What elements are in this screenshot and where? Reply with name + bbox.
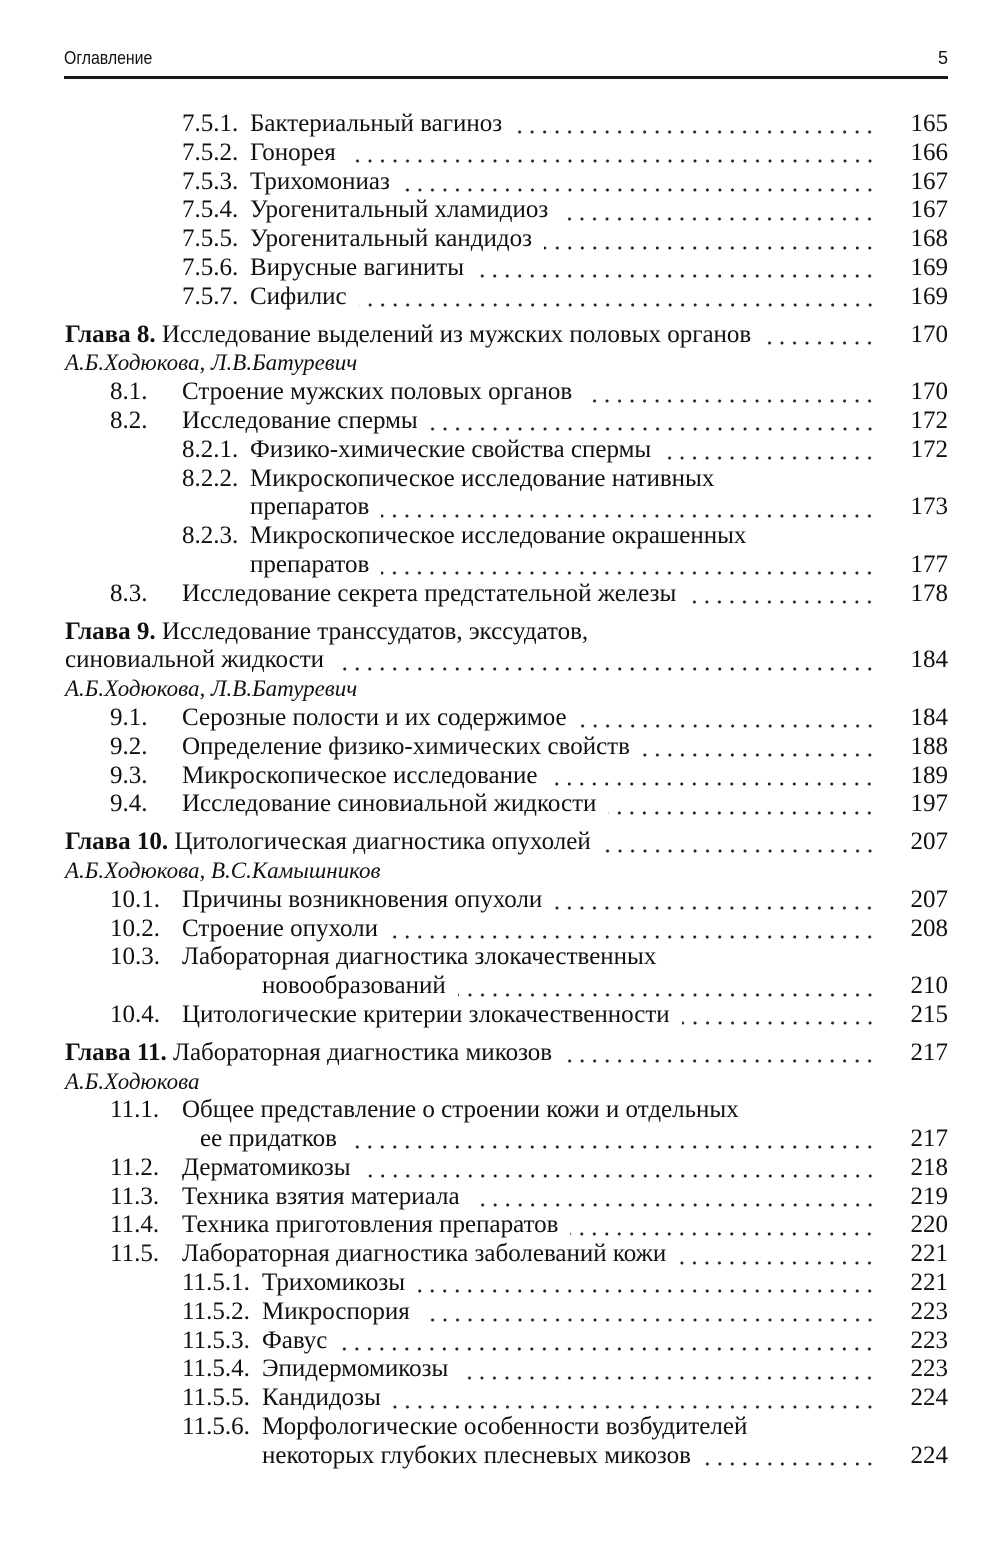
running-header [64, 44, 948, 79]
chapter-authors[interactable] [0, 857, 1000, 886]
page-ref: 207 [910, 885, 948, 913]
entry-text: Гонорея [250, 138, 336, 166]
toc-entry[interactable] [0, 1154, 1000, 1183]
entry-text: Цитологические критерии злокачественности [182, 1000, 670, 1028]
entry-title [182, 733, 630, 762]
toc-entry[interactable] [0, 1327, 1000, 1356]
page-ref: 224 [910, 1441, 948, 1469]
entry-text: Вирусные вагиниты [250, 253, 465, 281]
section-number: 8.3. [110, 579, 148, 607]
entry-title [65, 349, 357, 378]
entry-text: Физико-химические свойства спермы [250, 435, 652, 463]
page-ref: 169 [910, 282, 948, 310]
dot-leader [422, 1317, 876, 1323]
entry-title [262, 972, 446, 1001]
toc-entry[interactable] [0, 1096, 1000, 1125]
page-ref: 184 [910, 703, 948, 731]
toc-entry[interactable] [0, 1001, 1000, 1030]
entry-title [65, 857, 381, 886]
entry-title [65, 618, 588, 647]
entry-text: новообразований [262, 972, 446, 1000]
toc-entry[interactable] [0, 225, 1000, 254]
entry-text: синовиальной жидкости [65, 646, 325, 674]
toc-entry[interactable] [0, 378, 1000, 407]
entry-text: Дерматомикозы [182, 1153, 351, 1181]
section-number: 7.5.6. [182, 253, 239, 281]
page-ref: 168 [910, 225, 948, 253]
entry-text: Лабораторная диагностика микозов [172, 1038, 553, 1066]
entry-text: Лабораторная диагностика заболеваний кожи [182, 1240, 667, 1268]
entry-text: Микроскопическое исследование нативных [250, 464, 715, 492]
dot-leader [336, 666, 876, 672]
toc-entry[interactable] [0, 1442, 1000, 1471]
toc-entry[interactable] [0, 1125, 1000, 1154]
section-number: 11.5.4. [182, 1355, 250, 1383]
page-ref: 172 [910, 435, 948, 463]
dot-leader [476, 273, 876, 279]
section-number: 8.2. [110, 406, 148, 434]
dot-leader [549, 781, 876, 787]
entry-title [250, 168, 390, 197]
chapter-authors[interactable] [0, 675, 1000, 704]
page-ref: 166 [910, 138, 948, 166]
section-number: 11.5.3. [182, 1326, 250, 1354]
section-number: 8.2.2. [182, 464, 239, 492]
toc-entry[interactable] [0, 1413, 1000, 1442]
entry-text: Цитологическая диагностика опухолей [174, 828, 591, 856]
entry-title [182, 1211, 558, 1240]
page-ref: 215 [910, 1000, 948, 1028]
dot-leader [544, 245, 876, 251]
entry-text: Фавус [262, 1326, 328, 1354]
dot-leader [349, 1144, 876, 1150]
page-ref: 197 [910, 790, 948, 818]
page-ref: 177 [910, 550, 948, 578]
entry-text: Микроспория [262, 1297, 410, 1325]
page-ref: 189 [910, 761, 948, 789]
dot-leader [703, 1461, 876, 1467]
entry-text: Серозные полости и их содержимое [182, 703, 567, 731]
page-ref: 172 [910, 406, 948, 434]
page-ref: 219 [910, 1182, 948, 1210]
entry-text: Бактериальный вагиноз [250, 110, 503, 137]
toc-entry[interactable] [0, 943, 1000, 972]
entry-title [250, 196, 548, 225]
toc-entry[interactable] [0, 436, 1000, 465]
entry-title [182, 378, 572, 407]
section-number: 7.5.2. [182, 138, 239, 166]
table-of-contents [0, 110, 1000, 1471]
entry-title [182, 407, 418, 436]
entry-text: А.Б.Ходюкова [65, 1068, 200, 1094]
entry-title [250, 110, 502, 139]
entry-title [200, 1125, 337, 1154]
dot-leader [663, 455, 876, 461]
page-ref: 167 [910, 167, 948, 195]
entry-title [182, 1240, 666, 1269]
entry-title [250, 465, 714, 494]
entry-title [250, 225, 532, 254]
entry-text: Исследование синовиальной жидкости [182, 790, 597, 818]
dot-leader [579, 723, 876, 729]
toc-entry[interactable] [0, 580, 1000, 609]
toc-entry[interactable] [0, 1298, 1000, 1327]
page-ref: 207 [910, 828, 948, 856]
entry-title [262, 1269, 405, 1298]
dot-leader [348, 158, 876, 164]
toc-entry[interactable] [0, 110, 1000, 139]
entry-title [250, 254, 464, 283]
dot-leader [763, 340, 876, 346]
entry-title [182, 915, 378, 944]
dot-leader [417, 1288, 876, 1294]
entry-text: некоторых глубоких плесневых микозов [262, 1441, 691, 1469]
chapter-heading[interactable] [0, 1039, 1000, 1068]
entry-title [182, 886, 542, 915]
entry-text: препаратов [250, 550, 370, 578]
toc-entry[interactable] [0, 493, 1000, 522]
entry-title [182, 943, 656, 972]
section-number: 11.5.6. [182, 1413, 250, 1441]
entry-title [262, 1384, 381, 1413]
section-number: 8.1. [110, 378, 148, 406]
page-ref: 223 [910, 1326, 948, 1354]
toc-entry[interactable] [0, 522, 1000, 551]
chapter-authors[interactable] [0, 349, 1000, 378]
chapter-heading[interactable] [0, 828, 1000, 857]
section-number: 7.5.3. [182, 167, 239, 195]
page-ref: 217 [910, 1125, 948, 1153]
toc-entry[interactable] [0, 407, 1000, 436]
section-number: 10.1. [110, 885, 160, 913]
dot-leader [430, 426, 876, 432]
entry-text: Техника приготовления препаратов [182, 1211, 559, 1239]
chapter-label: Глава 10. [65, 828, 169, 856]
entry-text: Эпидермомикозы [262, 1355, 449, 1383]
dot-leader [642, 752, 876, 758]
toc-entry[interactable] [0, 704, 1000, 733]
dot-leader [688, 599, 876, 605]
page-ref: 165 [910, 110, 948, 137]
entry-text: ее придатков [200, 1125, 337, 1153]
toc-entry[interactable] [0, 762, 1000, 791]
toc-entry[interactable] [0, 1355, 1000, 1384]
section-number: 8.2.3. [182, 522, 239, 550]
dot-leader [560, 216, 876, 222]
chapter-heading[interactable] [0, 618, 1000, 647]
dot-leader [554, 905, 876, 911]
section-number: 11.5.5. [182, 1384, 250, 1412]
section-number: 9.2. [110, 732, 148, 760]
page-number: 5 [937, 48, 948, 68]
toc-entry[interactable] [0, 1240, 1000, 1269]
section-number: 11.2. [110, 1153, 160, 1181]
toc-entry[interactable] [0, 733, 1000, 762]
dot-leader [603, 848, 876, 854]
section-number: 11.5.2. [182, 1297, 250, 1325]
entry-text: Причины возникновения опухоли [182, 885, 543, 913]
toc-entry[interactable] [0, 646, 1000, 675]
section-number: 8.2.1. [182, 435, 239, 463]
toc-entry[interactable] [0, 196, 1000, 225]
toc-entry[interactable] [0, 168, 1000, 197]
dot-leader [381, 570, 876, 576]
dot-leader [584, 398, 876, 404]
section-number: 7.5.5. [182, 225, 239, 253]
dot-leader [570, 1231, 876, 1237]
entry-text: Сифилис [250, 282, 347, 310]
entry-text: Лабораторная диагностика злокачественных [182, 943, 657, 971]
section-number: 11.5. [110, 1240, 160, 1268]
entry-text: Общее представление о строении кожи и отдельных [182, 1096, 739, 1124]
entry-text: Исследование спермы [182, 406, 418, 434]
entry-title [250, 522, 746, 551]
section-number: 9.3. [110, 761, 148, 789]
page-ref: 218 [910, 1153, 948, 1181]
toc-entry[interactable] [0, 1211, 1000, 1240]
toc-entry[interactable] [0, 465, 1000, 494]
page-ref: 184 [910, 646, 948, 674]
entry-text: Исследование выделений из мужских половых органов [161, 320, 752, 348]
page-ref: 221 [910, 1269, 948, 1297]
entry-title [182, 580, 676, 609]
section-number: 11.3. [110, 1182, 160, 1210]
section-number: 9.1. [110, 703, 148, 731]
entry-text: Урогенитальный кандидоз [250, 225, 532, 253]
dot-leader [393, 1404, 876, 1410]
entry-title [182, 762, 537, 791]
section-number: 11.4. [110, 1211, 160, 1239]
entry-title [65, 1068, 199, 1097]
entry-title [262, 1327, 327, 1356]
entry-title [182, 1001, 670, 1030]
entry-title [65, 828, 591, 857]
entry-text: Кандидозы [262, 1384, 381, 1412]
entry-title [262, 1355, 448, 1384]
dot-leader [564, 1058, 876, 1064]
dot-leader [458, 992, 876, 998]
toc-entry[interactable] [0, 139, 1000, 168]
dot-leader [390, 934, 876, 940]
dot-leader [359, 302, 876, 308]
entry-text: Микроскопическое исследование окрашенных [250, 522, 747, 550]
entry-text: Трихомониаз [250, 167, 390, 195]
entry-title [250, 493, 369, 522]
section-number: 10.4. [110, 1000, 160, 1028]
entry-title [65, 646, 324, 675]
page-ref: 223 [910, 1297, 948, 1325]
entry-title [250, 551, 369, 580]
dot-leader [472, 1202, 876, 1208]
entry-text: А.Б.Ходюкова, В.С.Камышников [65, 857, 381, 883]
running-header-title: Оглавление [64, 48, 153, 68]
toc-entry[interactable] [0, 972, 1000, 1001]
entry-title [182, 1183, 460, 1212]
entry-text: А.Б.Ходюкова, Л.В.Батуревич [65, 350, 358, 376]
entry-title [182, 1154, 351, 1183]
chapter-label: Глава 9. [65, 617, 156, 645]
section-number: 7.5.4. [182, 196, 239, 224]
section-number: 7.5.1. [182, 110, 239, 137]
page-ref: 167 [910, 196, 948, 224]
entry-text: Определение физико-химических свойств [182, 732, 630, 760]
page-ref: 169 [910, 253, 948, 281]
chapter-authors[interactable] [0, 1068, 1000, 1097]
entry-title [262, 1298, 410, 1327]
toc-entry[interactable] [0, 551, 1000, 580]
dot-leader [402, 187, 876, 193]
entry-title [65, 321, 751, 350]
entry-title [250, 139, 336, 168]
toc-entry[interactable] [0, 283, 1000, 312]
entry-text: Морфологические особенности возбудителей [262, 1413, 748, 1441]
entry-text: Исследование секрета предстательной железы [182, 579, 677, 607]
section-number: 10.2. [110, 914, 160, 942]
entry-text: Урогенитальный хламидиоз [250, 196, 549, 224]
chapter-label: Глава 11. [65, 1038, 167, 1066]
section-number: 11.1. [110, 1096, 160, 1124]
dot-leader [460, 1375, 876, 1381]
page-ref: 224 [910, 1384, 948, 1412]
page-ref: 170 [910, 320, 948, 348]
entry-title [182, 1096, 739, 1125]
page-ref: 188 [910, 732, 948, 760]
chapter-heading[interactable] [0, 321, 1000, 350]
section-number: 10.3. [110, 943, 160, 971]
page-ref: 210 [910, 972, 948, 1000]
toc-entry[interactable] [0, 915, 1000, 944]
entry-title [250, 436, 651, 465]
page-ref: 173 [910, 493, 948, 521]
toc-entry[interactable] [0, 1183, 1000, 1212]
toc-entry[interactable] [0, 790, 1000, 819]
entry-title [250, 283, 347, 312]
section-number: 7.5.7. [182, 282, 239, 310]
entry-text: препаратов [250, 493, 370, 521]
entry-title [65, 675, 357, 704]
entry-text: Техника взятия материала [182, 1182, 460, 1210]
dot-leader [363, 1173, 876, 1179]
page-ref: 170 [910, 378, 948, 406]
toc-entry[interactable] [0, 254, 1000, 283]
entry-text: Микроскопическое исследование [182, 761, 538, 789]
entry-text: Трихомикозы [262, 1269, 406, 1297]
toc-entry[interactable] [0, 1269, 1000, 1298]
page-ref: 221 [910, 1240, 948, 1268]
toc-entry[interactable] [0, 1384, 1000, 1413]
dot-leader [381, 513, 876, 519]
chapter-label: Глава 8. [65, 320, 156, 348]
dot-leader [339, 1346, 876, 1352]
entry-title [262, 1442, 691, 1471]
dot-leader [514, 129, 876, 135]
toc-entry[interactable] [0, 886, 1000, 915]
entry-text: Исследование транссудатов, экссудатов, [161, 617, 589, 645]
entry-title [65, 1039, 552, 1068]
page-ref: 217 [910, 1038, 948, 1066]
page-ref: 178 [910, 579, 948, 607]
dot-leader [678, 1260, 876, 1266]
entry-title [182, 704, 567, 733]
entry-text: Строение мужских половых органов [182, 378, 573, 406]
page-ref: 208 [910, 914, 948, 942]
entry-title [182, 790, 596, 819]
section-number: 11.5.1. [182, 1269, 250, 1297]
entry-text: А.Б.Ходюкова, Л.В.Батуревич [65, 676, 358, 702]
entry-text: Строение опухоли [182, 914, 379, 942]
dot-leader [682, 1020, 876, 1026]
section-number: 9.4. [110, 790, 148, 818]
dot-leader [608, 810, 876, 816]
page-ref: 223 [910, 1355, 948, 1383]
page-ref: 220 [910, 1211, 948, 1239]
entry-title [262, 1413, 747, 1442]
